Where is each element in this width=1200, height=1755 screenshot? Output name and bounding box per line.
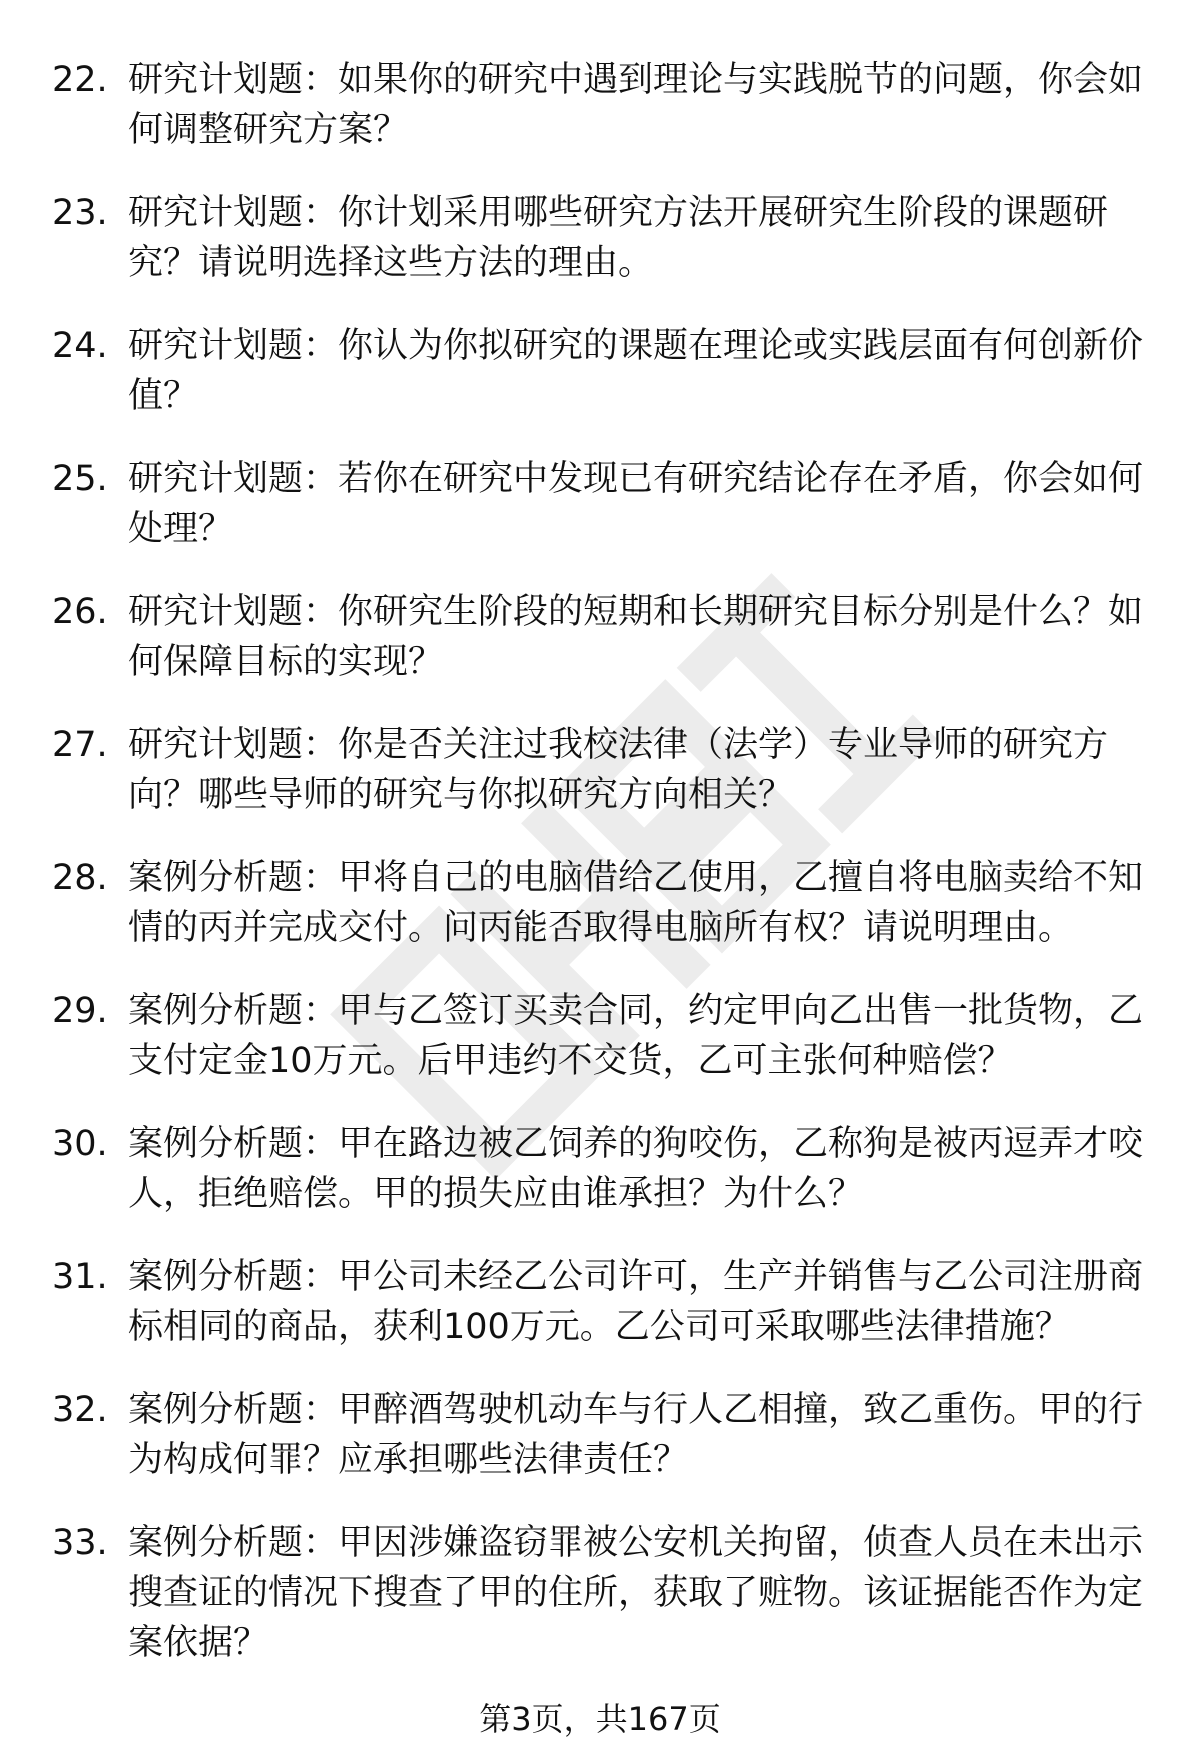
- question-number: 23.: [52, 193, 108, 233]
- question-item: [0, 1119, 1200, 1219]
- question-item: [0, 986, 1200, 1086]
- question-number: 26.: [52, 592, 108, 632]
- question-text: 案例分析题：甲与乙签订买卖合同，约定甲向乙出售一批货物，乙支付定金10万元。后甲违约不交货，乙可主张何种赔偿？: [128, 991, 1144, 1081]
- question-item: [0, 454, 1200, 554]
- question-number: 29.: [52, 991, 108, 1031]
- question-number: 31.: [52, 1257, 108, 1297]
- question-item: [0, 321, 1200, 421]
- question-text: 研究计划题：你是否关注过我校法律（法学）专业导师的研究方向？哪些导师的研究与你拟研究方向相关？: [128, 725, 1109, 815]
- question-number: 33.: [52, 1523, 108, 1563]
- question-number: 24.: [52, 326, 108, 366]
- question-number: 25.: [52, 459, 108, 499]
- question-item: [0, 587, 1200, 687]
- page-number-footer: 第3页，共167页: [479, 1700, 721, 1738]
- question-number: 27.: [52, 725, 108, 765]
- question-number: 22.: [52, 60, 108, 100]
- question-text: 研究计划题：你研究生阶段的短期和长期研究目标分别是什么？如何保障目标的实现？: [128, 592, 1144, 682]
- question-item: [0, 1385, 1200, 1485]
- question-text: 研究计划题：如果你的研究中遇到理论与实践脱节的问题，你会如何调整研究方案？: [128, 60, 1144, 150]
- question-number: 28.: [52, 858, 108, 898]
- question-list: [0, 55, 1200, 1701]
- question-text: 案例分析题：甲醉酒驾驶机动车与行人乙相撞，致乙重伤。甲的行为构成何罪？应承担哪些法律责任？: [128, 1390, 1144, 1480]
- question-item: [0, 188, 1200, 288]
- question-number: 32.: [52, 1390, 108, 1430]
- question-text: 案例分析题：甲因涉嫌盗窃罪被公安机关拘留，侦查人员在未出示搜查证的情况下搜查了甲的住所，获取了赃物。该证据能否作为定案依据？: [128, 1523, 1144, 1663]
- question-text: 案例分析题：甲公司未经乙公司许可，生产并销售与乙公司注册商标相同的商品，获利100万元。乙公司可采取哪些法律措施？: [128, 1257, 1144, 1347]
- question-item: [0, 1252, 1200, 1352]
- question-text: 研究计划题：若你在研究中发现已有研究结论存在矛盾，你会如何处理？: [128, 459, 1144, 549]
- question-item: [0, 853, 1200, 953]
- question-item: [0, 1518, 1200, 1668]
- question-item: [0, 55, 1200, 155]
- question-text: 案例分析题：甲在路边被乙饲养的狗咬伤，乙称狗是被丙逗弄才咬人，拒绝赔偿。甲的损失应由谁承担？为什么？: [128, 1124, 1144, 1214]
- question-text: 案例分析题：甲将自己的电脑借给乙使用，乙擅自将电脑卖给不知情的丙并完成交付。问丙能否取得电脑所有权？请说明理由。: [128, 858, 1144, 948]
- question-text: 研究计划题：你计划采用哪些研究方法开展研究生阶段的课题研究？请说明选择这些方法的理由。: [128, 193, 1109, 283]
- question-item: [0, 720, 1200, 820]
- question-number: 30.: [52, 1124, 108, 1164]
- question-text: 研究计划题：你认为你拟研究的课题在理论或实践层面有何创新价值？: [128, 326, 1144, 416]
